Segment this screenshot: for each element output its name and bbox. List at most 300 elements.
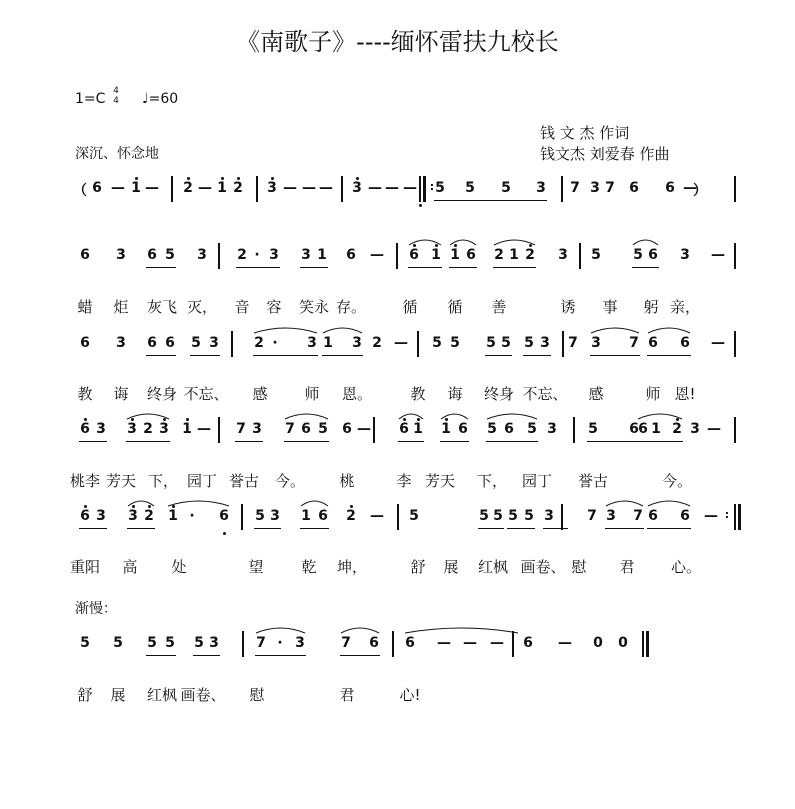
lyric-syllable: 不忘、 [522,385,568,403]
octave-up-dot [163,418,166,421]
dash-extension: — [370,508,384,524]
lyric-syllable: 善 [491,298,507,316]
note: 5 [194,635,204,651]
dash-extension: — [558,635,572,651]
note: 2 [237,247,247,263]
note: 5 [493,508,503,524]
lyric-syllable: 高 [122,558,138,576]
composer-credit: 钱文杰 刘爱春 作曲 [540,145,670,163]
octave-up-dot [529,244,532,247]
underline-beam [647,355,691,356]
repeat-dots: : [429,180,435,193]
note: 3 [209,635,219,651]
barline [171,176,173,202]
barline [642,631,644,657]
dash-extension: — [319,180,333,196]
note: 5 [432,335,442,351]
dash-extension: — [683,180,697,196]
lyric-syllable: 感 [588,385,604,403]
note: 6 [342,421,352,437]
note: 5 [435,180,445,196]
lyric-syllable: 誉古 [577,472,609,490]
octave-up-dot [131,418,134,421]
augmentation-dot: · [189,508,195,524]
note: 3 [591,335,601,351]
underline-beam [235,441,263,442]
octave-up-dot [350,505,353,508]
octave-up-dot [187,177,190,180]
dash-extension: — [111,180,125,196]
dash-extension: — [437,635,451,651]
barline [734,504,736,530]
note: 6 [466,247,476,263]
underline-beam [193,655,220,656]
note: 3 [536,180,546,196]
note: 5 [588,421,598,437]
barline [734,417,736,443]
note: 3 [270,508,280,524]
dash-extension: — [711,335,725,351]
dash-extension: — [197,421,211,437]
lyric-syllable: 师 [645,385,661,403]
page-title: 《南歌子》----缅怀雷扶九校长 [236,28,559,56]
underline-beam [449,267,477,268]
underline-beam [440,441,469,442]
note: 3 [590,180,600,196]
repeat-dots: : [724,508,730,521]
note: 6 [405,635,415,651]
notation-row-1 [0,247,795,287]
augmentation-dot: · [254,247,260,263]
note: 2 [233,180,243,196]
note: 3 [606,508,616,524]
note: 3 [96,421,106,437]
note: 5 [524,335,534,351]
octave-up-dot [148,505,151,508]
note: 3 [127,421,137,437]
lyric-syllable: 下， [147,472,179,490]
note: 6 [80,247,90,263]
note: 1 [441,421,451,437]
underline-beam [284,441,329,442]
barline [419,176,421,202]
slur [606,501,643,506]
octave-up-dot [356,177,359,180]
lyric-syllable: 存。 [335,298,367,316]
barline [579,243,581,269]
note: 3 [267,180,277,196]
lyric-syllable: 桃 [339,472,355,490]
note: 6 [318,508,328,524]
lyric-syllable: 师 [304,385,320,403]
note: 0 [593,635,603,651]
lyric-syllable: 恩! [674,385,696,403]
note: 6 [301,421,311,437]
note: 5 [524,508,534,524]
octave-up-dot [84,418,87,421]
lyric-syllable: 循 [447,298,463,316]
note: 6 [80,508,90,524]
slur [323,328,362,333]
note: 6 [80,335,90,351]
underline-beam [190,355,220,356]
note: 3 [352,180,362,196]
lyric-syllable: 蜡 [77,298,93,316]
note: 1 [131,180,141,196]
underline-beam [79,441,107,442]
dash-extension: — [704,508,718,524]
dash-extension: — [463,635,477,651]
octave-up-dot [135,177,138,180]
dash-extension: — [385,180,399,196]
underline-beam [340,655,380,656]
note: 6 [638,421,648,437]
dash-extension: — [403,180,417,196]
lyric-syllable: 躬 [643,298,659,316]
note: 7 [605,180,615,196]
lyric-syllable: 感 [252,385,268,403]
note: 6 [680,508,690,524]
octave-up-dot [237,177,240,180]
barline [561,176,563,202]
note: 5 [80,635,90,651]
lyric-syllable: 亲， [669,298,701,316]
barline [417,331,419,357]
underline-beam [127,528,155,529]
note: 3 [269,247,279,263]
lyric-syllable: 重阳 [69,558,101,576]
octave-up-dot [676,418,679,421]
note: 6 [629,421,639,437]
note: 6 [409,247,419,263]
lyric-syllable: 教 [77,385,93,403]
dash-extension: — [394,335,408,351]
note: 1 [651,421,661,437]
lyricist-credit: 钱 文 杰 作词 [540,124,630,142]
underline-beam [632,267,659,268]
note: 5 [486,335,496,351]
note: 6 [92,180,102,196]
dash-extension: — [302,180,316,196]
underline-beam [485,355,512,356]
note: 5 [487,421,497,437]
note: 5 [591,247,601,263]
octave-down-dot [419,204,422,207]
note: 3 [690,421,700,437]
note: 3 [544,508,554,524]
lyrics-row-5 [0,684,795,708]
lyric-syllable: 心。 [670,558,702,576]
note: 6 [165,335,175,351]
octave-up-dot [172,505,175,508]
lyric-syllable: 誉古 [228,472,260,490]
underline-beam [300,267,328,268]
note: 3 [128,508,138,524]
note: 6 [504,421,514,437]
note: 7 [236,421,246,437]
note: 5 [191,335,201,351]
note: 3 [116,335,126,351]
note: 7 [629,335,639,351]
note: 2 [143,421,153,437]
note: 2 [494,247,504,263]
dash-extension: — [711,247,725,263]
barline [231,331,233,357]
lyric-syllable: 终身 [483,385,515,403]
note: 3 [547,421,557,437]
lyric-syllable: 炬 [113,298,129,316]
note: 1 [168,508,178,524]
note: 1 [323,335,333,351]
lyric-syllable: 恩。 [341,385,373,403]
barline [396,243,398,269]
lyric-syllable: 李 [396,472,412,490]
octave-up-dot [132,505,135,508]
lyric-syllable: 红枫 [146,686,178,704]
slur [648,501,690,506]
lyric-syllable: 望 [248,558,264,576]
note: 6 [665,180,675,196]
barline [373,417,375,443]
dash-extension: — [370,247,384,263]
time-signature-top: 4 [113,86,119,96]
underline-beam [493,267,536,268]
lyrics-row-2 [0,383,795,407]
underline-beam [486,441,538,442]
lyrics-row-3 [0,470,795,494]
note: 7 [633,508,643,524]
lyric-syllable: 芳天 [105,472,137,490]
lyric-syllable: 芳天 [424,472,456,490]
underline-beam [523,355,551,356]
barline-thick [423,176,426,202]
note: 3 [295,635,305,651]
note: 6 [680,335,690,351]
barline [241,504,243,530]
note: 7 [256,635,266,651]
underline-beam [146,267,176,268]
barline [561,504,563,530]
lyric-syllable: 音 [234,298,250,316]
note: 6 [399,421,409,437]
note: 3 [96,508,106,524]
note: 3 [159,421,169,437]
note: 5 [465,180,475,196]
octave-down-dot [223,532,226,535]
lyric-syllable: 诱 [560,298,576,316]
note: 5 [501,180,511,196]
underline-beam [605,528,644,529]
lyric-syllable: 君 [339,686,355,704]
note: 5 [165,247,175,263]
note: 6 [648,508,658,524]
underline-beam [254,528,281,529]
notation-row-4 [0,508,795,548]
underline-beam [587,441,640,442]
barline [734,331,736,357]
note: 3 [116,247,126,263]
lyric-syllable: 灰飞 [146,298,178,316]
note: 1 [301,508,311,524]
lyric-syllable: 展 [110,686,126,704]
underline-beam [322,355,363,356]
slur [648,328,690,333]
underline-beam [300,528,329,529]
barline [256,176,258,202]
lyric-syllable: 心! [399,686,421,704]
underline-beam [590,355,640,356]
note: ） [693,183,707,199]
note: 3 [307,335,317,351]
underline-beam [255,655,306,656]
dash-extension: — [490,635,504,651]
lyric-syllable: 处 [171,558,187,576]
note: 1 [182,421,192,437]
lyrics-row-1 [0,296,795,320]
underline-beam [398,441,424,442]
note: 6 [147,335,157,351]
octave-up-dot [435,244,438,247]
underline-beam [647,528,691,529]
slur [285,414,328,419]
note: 5 [527,421,537,437]
barline-thick [738,504,741,530]
lyric-syllable: 终身 [146,385,178,403]
note: 2 [525,247,535,263]
note: 5 [633,247,643,263]
octave-up-dot [454,244,457,247]
note: 5 [318,421,328,437]
barline [218,243,220,269]
note: 7 [568,335,578,351]
barline [734,176,736,202]
barline [392,631,394,657]
lyric-syllable: 诲 [447,385,463,403]
lyric-syllable: 笑永 [298,298,330,316]
note: 3 [680,247,690,263]
underline-beam [478,528,504,529]
slur [168,501,229,506]
note: 1 [317,247,327,263]
augmentation-dot: · [277,635,283,651]
note: 0 [618,635,628,651]
lyric-syllable: 画卷、 [520,558,566,576]
dash-extension: — [283,180,297,196]
barline [341,176,343,202]
note: 5 [508,508,518,524]
slur [405,628,518,633]
lyric-syllable: 今。 [661,472,693,490]
underline-beam [253,355,318,356]
lyric-syllable: 灭， [186,298,218,316]
note: 2 [672,421,682,437]
lyric-syllable: 红枫 [477,558,509,576]
dash-extension: — [145,180,159,196]
note: 5 [147,635,157,651]
barline-thick [646,631,649,657]
barline [397,504,399,530]
slur [487,414,537,419]
note: 3 [252,421,262,437]
augmentation-dot: · [272,335,278,351]
note: 7 [587,508,597,524]
note: 5 [479,508,489,524]
lyric-syllable: 今。 [274,472,306,490]
note: 5 [501,335,511,351]
octave-up-dot [271,177,274,180]
note: 6 [629,180,639,196]
note: 6 [219,508,229,524]
lyric-syllable: 舒 [77,686,93,704]
underline-beam [637,441,683,442]
notation-row-5 [0,635,795,675]
barline [562,331,564,357]
note: 6 [523,635,533,651]
dash-extension: — [707,421,721,437]
note: 2 [372,335,382,351]
note: 6 [147,247,157,263]
underline-beam [126,441,170,442]
slur [341,628,379,633]
time-signature [110,86,122,106]
underline-beam [146,655,176,656]
slur [254,328,317,333]
slur [301,501,328,506]
slur [591,328,639,333]
barline [734,243,736,269]
note: 3 [301,247,311,263]
lyrics-row-4 [0,556,795,580]
barline [218,417,220,443]
octave-up-dot [221,177,224,180]
note: 3 [209,335,219,351]
lyric-syllable: 慰 [249,686,265,704]
note: 5 [165,635,175,651]
lyric-syllable: 坤， [336,558,368,576]
note: 3 [540,335,550,351]
barline [512,631,514,657]
note: 5 [450,335,460,351]
octave-up-dot [445,418,448,421]
lyric-syllable: 画卷、 [180,686,226,704]
octave-up-dot [417,418,420,421]
note: 1 [217,180,227,196]
lyric-syllable: 慰 [571,558,587,576]
lyric-syllable: 舒 [410,558,426,576]
note: 1 [413,421,423,437]
note: 6 [80,421,90,437]
lyric-syllable: 园丁 [186,472,218,490]
lyric-syllable: 乾 [301,558,317,576]
expression-marking: 深沉、怀念地 [75,146,159,162]
note: 5 [409,508,419,524]
notation-row-intro [0,180,795,220]
note: 5 [113,635,123,651]
note: 2 [254,335,264,351]
underline-beam [79,528,107,529]
note: 3 [558,247,568,263]
underline-beam [507,528,535,529]
note: （ [73,183,87,199]
notation-row-3 [0,421,795,461]
lyric-syllable: 桃李 [69,472,101,490]
note: 6 [648,247,658,263]
note: 2 [183,180,193,196]
note: 1 [450,247,460,263]
slur [256,628,305,633]
underline-beam [408,267,442,268]
note: 6 [648,335,658,351]
